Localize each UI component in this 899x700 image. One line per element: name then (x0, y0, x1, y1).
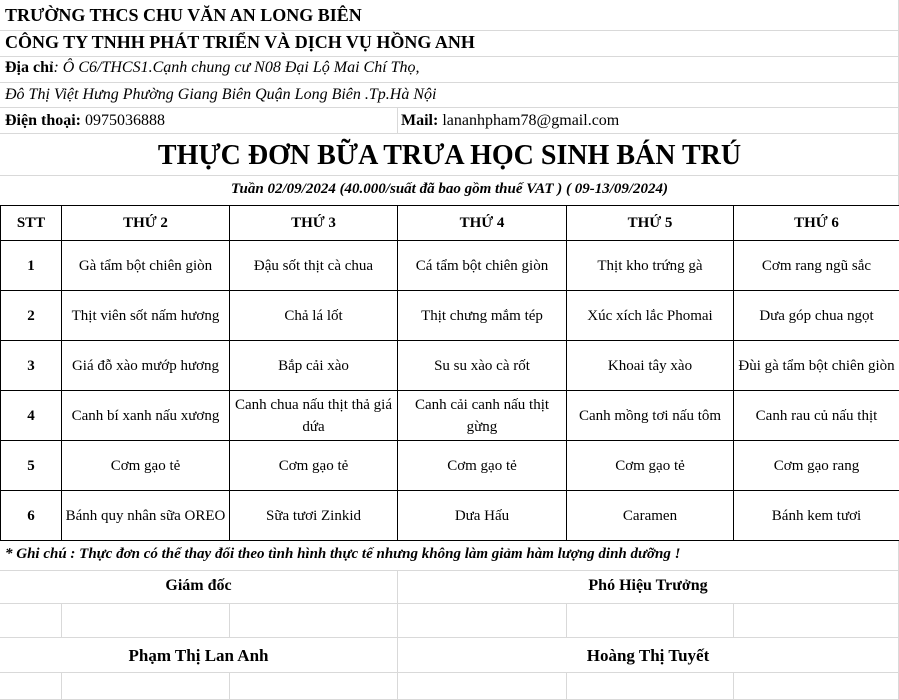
row-number: 3 (1, 341, 62, 391)
table-cell: Su su xào cà rốt (398, 341, 567, 391)
table-cell: Dưa Hấu (398, 491, 567, 541)
table-cell: Canh mồng tơi nấu tôm (567, 391, 734, 441)
table-cell: Đùi gà tẩm bột chiên giòn (734, 341, 899, 391)
mail-address: lananhpham78@gmail.com (442, 112, 620, 129)
school-name: TRƯỜNG THCS CHU VĂN AN LONG BIÊN (5, 5, 362, 25)
table-cell: Cơm gạo tẻ (398, 441, 567, 491)
table-cell: Thịt kho trứng gà (567, 241, 734, 291)
table-row (1, 341, 899, 391)
mail-label: Mail: (401, 112, 439, 129)
address-line-2: Đô Thị Việt Hưng Phường Giang Biên Quận Long Biên .Tp.Hà Nội (5, 86, 437, 103)
signature-name-right: Hoàng Thị Tuyết (586, 646, 710, 665)
column-header-monday: THỨ 2 (62, 206, 230, 241)
table-cell: Thịt viên sốt nấm hương (62, 291, 230, 341)
table-cell: Cơm rang ngũ sắc (734, 241, 899, 291)
menu-table (0, 205, 899, 541)
table-cell: Canh chua nấu thịt thả giá dứa (230, 391, 398, 441)
table-cell: Dưa góp chua ngọt (734, 291, 899, 341)
table-cell: Bắp cải xào (230, 341, 398, 391)
table-cell: Cơm gạo tẻ (567, 441, 734, 491)
column-header-tuesday: THỨ 3 (230, 206, 398, 241)
table-row (1, 241, 899, 291)
column-header-friday: THỨ 6 (734, 206, 899, 241)
table-row (1, 441, 899, 491)
table-cell: Cơm gạo rang (734, 441, 899, 491)
table-cell: Bánh quy nhân sữa OREO (62, 491, 230, 541)
signature-role-left: Giám đốc (165, 577, 232, 594)
table-cell: Cá tẩm bột chiên giòn (398, 241, 567, 291)
menu-title: THỰC ĐƠN BỮA TRƯA HỌC SINH BÁN TRÚ (157, 140, 742, 171)
table-cell: Giá đỗ xào mướp hương (62, 341, 230, 391)
table-cell: Sữa tươi Zinkid (230, 491, 398, 541)
phone-line (5, 110, 165, 132)
row-number: 4 (1, 391, 62, 441)
table-cell: Canh cải canh nấu thịt gừng (398, 391, 567, 441)
phone-number: 0975036888 (85, 112, 165, 129)
table-cell: Canh bí xanh nấu xương (62, 391, 230, 441)
table-cell: Đậu sốt thịt cà chua (230, 241, 398, 291)
table-cell: Xúc xích lắc Phomai (567, 291, 734, 341)
address-text: : Ô C6/THCS1.Cạnh chung cư N08 Đại Lộ Mai Chí Thọ, (53, 59, 420, 76)
row-number: 5 (1, 441, 62, 491)
table-cell: Khoai tây xào (567, 341, 734, 391)
table-cell: Caramen (567, 491, 734, 541)
phone-label: Điện thoại: (5, 112, 81, 129)
table-row (1, 391, 899, 441)
table-header-row (1, 206, 899, 241)
table-cell: Cơm gạo tẻ (230, 441, 398, 491)
table-cell: Chả lá lốt (230, 291, 398, 341)
menu-note: * Ghi chú : Thực đơn có thể thay đổi theo tình hình thực tế nhưng không làm giảm hàm lượng dinh dưỡng ! (5, 546, 681, 562)
address-label: Địa chỉ (5, 59, 54, 76)
table-cell: Gà tẩm bột chiên giòn (62, 241, 230, 291)
column-header-stt: STT (1, 206, 62, 241)
address-line-1 (5, 57, 420, 79)
table-cell: Bánh kem tươi (734, 491, 899, 541)
table-cell: Cơm gạo tẻ (62, 441, 230, 491)
table-row (1, 491, 899, 541)
company-name: CÔNG TY TNHH PHÁT TRIỂN VÀ DỊCH VỤ HỒNG ANH (5, 32, 475, 52)
menu-subtitle: Tuần 02/09/2024 (40.000/suất đã bao gồm thuế VAT ) ( 09-13/09/2024) (230, 181, 669, 197)
table-row (1, 291, 899, 341)
row-number: 1 (1, 241, 62, 291)
table-cell: Canh rau củ nấu thịt (734, 391, 899, 441)
row-number: 2 (1, 291, 62, 341)
table-cell: Thịt chưng mắm tép (398, 291, 567, 341)
row-number: 6 (1, 491, 62, 541)
mail-line (401, 110, 619, 132)
signature-role-right: Phó Hiệu Trưởng (588, 577, 708, 594)
column-header-wednesday: THỨ 4 (398, 206, 567, 241)
column-header-thursday: THỨ 5 (567, 206, 734, 241)
signature-name-left: Phạm Thị Lan Anh (128, 646, 269, 665)
